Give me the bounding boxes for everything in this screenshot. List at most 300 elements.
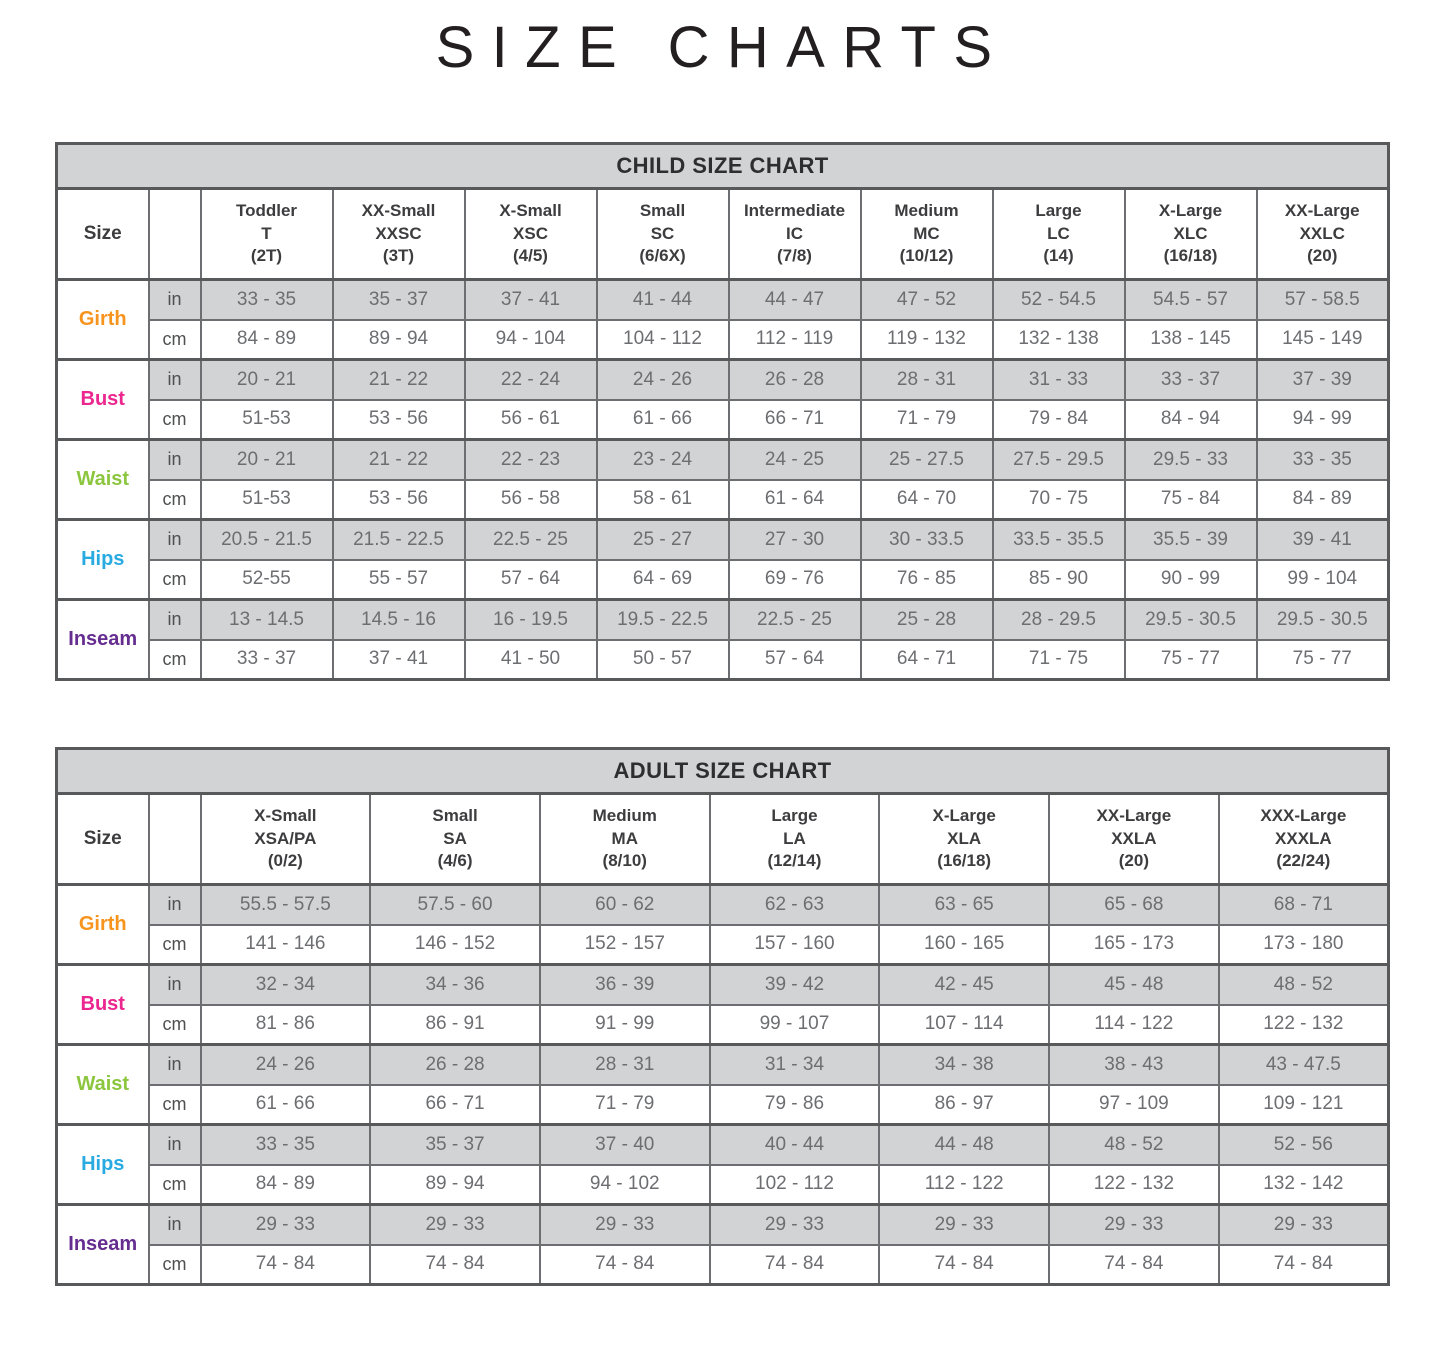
value-cell: 71 - 79	[861, 400, 993, 440]
unit-label-cm: cm	[149, 1005, 201, 1045]
column-header-cell	[710, 794, 880, 885]
value-cell: 76 - 85	[861, 560, 993, 600]
value-cell: 29 - 33	[370, 1205, 540, 1245]
size-name: Large	[1035, 200, 1082, 220]
unit-label-in: in	[149, 1125, 201, 1165]
column-header-cell	[1219, 794, 1389, 885]
row-label: Girth	[57, 885, 149, 965]
row-label: Hips	[57, 520, 149, 600]
value-cell: 43 - 47.5	[1219, 1045, 1389, 1085]
column-header-cell	[861, 189, 993, 280]
value-cell: 64 - 70	[861, 480, 993, 520]
value-cell: 112 - 122	[879, 1165, 1049, 1205]
child-size-chart	[55, 142, 1390, 681]
value-cell: 24 - 26	[201, 1045, 371, 1085]
unit-label-cm: cm	[149, 560, 201, 600]
value-cell: 29 - 33	[879, 1205, 1049, 1245]
value-cell: 33 - 35	[201, 280, 333, 320]
measurement-group	[57, 1125, 1389, 1205]
size-number: (4/5)	[513, 246, 548, 266]
inches-row	[57, 965, 1389, 1005]
column-header-cell	[333, 189, 465, 280]
column-header-cell	[1257, 189, 1389, 280]
unit-label-in: in	[149, 1205, 201, 1245]
size-name: Large	[771, 805, 818, 825]
value-cell: 61 - 66	[597, 400, 729, 440]
value-cell: 33 - 37	[201, 640, 333, 680]
table-title: CHILD SIZE CHART	[57, 144, 1389, 189]
value-cell: 37 - 39	[1257, 360, 1389, 400]
size-name: XX-Large	[1096, 805, 1172, 825]
size-number: (20)	[1307, 246, 1338, 266]
value-cell: 29.5 - 30.5	[1257, 600, 1389, 640]
column-header-cell	[729, 189, 861, 280]
value-cell: 75 - 77	[1257, 640, 1389, 680]
value-cell: 47 - 52	[861, 280, 993, 320]
value-cell: 94 - 102	[540, 1165, 710, 1205]
column-header-cell	[1125, 189, 1257, 280]
value-cell: 61 - 64	[729, 480, 861, 520]
value-cell: 74 - 84	[201, 1245, 371, 1285]
value-cell: 16 - 19.5	[465, 600, 597, 640]
value-cell: 52-55	[201, 560, 333, 600]
value-cell: 114 - 122	[1049, 1005, 1219, 1045]
size-table	[55, 142, 1390, 681]
value-cell: 66 - 71	[370, 1085, 540, 1125]
size-number: (0/2)	[267, 851, 303, 871]
value-cell: 173 - 180	[1219, 925, 1389, 965]
value-cell: 74 - 84	[1049, 1245, 1219, 1285]
value-cell: 21 - 22	[333, 440, 465, 480]
size-code: LC	[1047, 223, 1070, 243]
value-cell: 36 - 39	[540, 965, 710, 1005]
value-cell: 29 - 33	[201, 1205, 371, 1245]
value-cell: 75 - 84	[1125, 480, 1257, 520]
size-code: XSC	[513, 223, 548, 243]
inches-row	[57, 600, 1389, 640]
size-corner-label: Size	[57, 189, 149, 280]
value-cell: 28 - 31	[861, 360, 993, 400]
value-cell: 24 - 25	[729, 440, 861, 480]
value-cell: 104 - 112	[597, 320, 729, 360]
unit-label-in: in	[149, 360, 201, 400]
size-name: Medium	[894, 200, 959, 220]
value-cell: 38 - 43	[1049, 1045, 1219, 1085]
row-label: Bust	[57, 965, 149, 1045]
row-label: Girth	[57, 280, 149, 360]
adult-size-chart	[55, 747, 1390, 1286]
value-cell: 109 - 121	[1219, 1085, 1389, 1125]
size-code: MA	[611, 828, 638, 848]
inches-row	[57, 360, 1389, 400]
unit-label-cm: cm	[149, 1165, 201, 1205]
value-cell: 30 - 33.5	[861, 520, 993, 560]
unit-label-in: in	[149, 280, 201, 320]
value-cell: 42 - 45	[879, 965, 1049, 1005]
inches-row	[57, 440, 1389, 480]
size-table	[55, 747, 1390, 1286]
size-number: (22/24)	[1276, 851, 1331, 871]
unit-label-in: in	[149, 885, 201, 925]
column-header-cell	[465, 189, 597, 280]
table-title-row	[57, 749, 1389, 794]
value-cell: 28 - 29.5	[993, 600, 1125, 640]
value-cell: 65 - 68	[1049, 885, 1219, 925]
value-cell: 31 - 34	[710, 1045, 880, 1085]
value-cell: 56 - 58	[465, 480, 597, 520]
value-cell: 64 - 69	[597, 560, 729, 600]
value-cell: 81 - 86	[201, 1005, 371, 1045]
row-label: Waist	[57, 440, 149, 520]
value-cell: 22.5 - 25	[729, 600, 861, 640]
unit-header-blank	[149, 794, 201, 885]
size-name: Medium	[592, 805, 657, 825]
measurement-group	[57, 360, 1389, 440]
value-cell: 71 - 75	[993, 640, 1125, 680]
value-cell: 56 - 61	[465, 400, 597, 440]
inches-row	[57, 1045, 1389, 1085]
size-number: (10/12)	[899, 246, 954, 266]
value-cell: 138 - 145	[1125, 320, 1257, 360]
value-cell: 40 - 44	[710, 1125, 880, 1165]
size-name: X-Large	[932, 805, 996, 825]
measurement-group	[57, 600, 1389, 680]
value-cell: 27.5 - 29.5	[993, 440, 1125, 480]
column-header-cell	[597, 189, 729, 280]
value-cell: 39 - 41	[1257, 520, 1389, 560]
value-cell: 14.5 - 16	[333, 600, 465, 640]
value-cell: 86 - 91	[370, 1005, 540, 1045]
value-cell: 145 - 149	[1257, 320, 1389, 360]
size-code: SA	[443, 828, 467, 848]
row-label: Hips	[57, 1125, 149, 1205]
value-cell: 23 - 24	[597, 440, 729, 480]
unit-label-in: in	[149, 1045, 201, 1085]
size-code: MC	[913, 223, 940, 243]
size-code: SC	[650, 223, 675, 243]
size-number: (16/18)	[1163, 246, 1218, 266]
unit-label-cm: cm	[149, 640, 201, 680]
value-cell: 13 - 14.5	[201, 600, 333, 640]
value-cell: 54.5 - 57	[1125, 280, 1257, 320]
value-cell: 24 - 26	[597, 360, 729, 400]
inches-row	[57, 885, 1389, 925]
size-number: (2T)	[250, 246, 283, 266]
size-name: XX-Small	[361, 200, 436, 220]
size-code: XLA	[947, 828, 982, 848]
centimeters-row	[57, 560, 1389, 600]
value-cell: 44 - 48	[879, 1125, 1049, 1165]
value-cell: 112 - 119	[729, 320, 861, 360]
unit-label-in: in	[149, 600, 201, 640]
measurement-group	[57, 885, 1389, 965]
value-cell: 84 - 94	[1125, 400, 1257, 440]
value-cell: 53 - 56	[333, 400, 465, 440]
size-name: XX-Large	[1284, 200, 1360, 220]
value-cell: 74 - 84	[879, 1245, 1049, 1285]
value-cell: 165 - 173	[1049, 925, 1219, 965]
value-cell: 41 - 44	[597, 280, 729, 320]
value-cell: 48 - 52	[1049, 1125, 1219, 1165]
size-code: XXLA	[1111, 828, 1157, 848]
value-cell: 39 - 42	[710, 965, 880, 1005]
value-cell: 27 - 30	[729, 520, 861, 560]
size-code: XSA/PA	[254, 828, 317, 848]
centimeters-row	[57, 925, 1389, 965]
measurement-group	[57, 440, 1389, 520]
value-cell: 33 - 37	[1125, 360, 1257, 400]
value-cell: 21 - 22	[333, 360, 465, 400]
value-cell: 119 - 132	[861, 320, 993, 360]
value-cell: 53 - 56	[333, 480, 465, 520]
value-cell: 25 - 28	[861, 600, 993, 640]
value-cell: 94 - 99	[1257, 400, 1389, 440]
value-cell: 146 - 152	[370, 925, 540, 965]
value-cell: 84 - 89	[201, 1165, 371, 1205]
value-cell: 21.5 - 22.5	[333, 520, 465, 560]
row-label: Inseam	[57, 1205, 149, 1285]
value-cell: 141 - 146	[201, 925, 371, 965]
value-cell: 57 - 64	[729, 640, 861, 680]
value-cell: 97 - 109	[1049, 1085, 1219, 1125]
value-cell: 99 - 107	[710, 1005, 880, 1045]
table-head	[57, 144, 1389, 280]
centimeters-row	[57, 480, 1389, 520]
value-cell: 64 - 71	[861, 640, 993, 680]
value-cell: 51-53	[201, 400, 333, 440]
value-cell: 33 - 35	[201, 1125, 371, 1165]
value-cell: 52 - 54.5	[993, 280, 1125, 320]
centimeters-row	[57, 1245, 1389, 1285]
value-cell: 89 - 94	[333, 320, 465, 360]
unit-label-cm: cm	[149, 320, 201, 360]
value-cell: 35.5 - 39	[1125, 520, 1257, 560]
value-cell: 34 - 38	[879, 1045, 1049, 1085]
centimeters-row	[57, 320, 1389, 360]
value-cell: 33.5 - 35.5	[993, 520, 1125, 560]
value-cell: 62 - 63	[710, 885, 880, 925]
value-cell: 31 - 33	[993, 360, 1125, 400]
column-header-row	[57, 794, 1389, 885]
value-cell: 68 - 71	[1219, 885, 1389, 925]
value-cell: 28 - 31	[540, 1045, 710, 1085]
value-cell: 152 - 157	[540, 925, 710, 965]
value-cell: 70 - 75	[993, 480, 1125, 520]
value-cell: 50 - 57	[597, 640, 729, 680]
size-name: X-Small	[499, 200, 562, 220]
unit-header-blank	[149, 189, 201, 280]
value-cell: 132 - 138	[993, 320, 1125, 360]
value-cell: 55 - 57	[333, 560, 465, 600]
column-header-row	[57, 189, 1389, 280]
unit-label-in: in	[149, 965, 201, 1005]
size-name: Intermediate	[743, 200, 846, 220]
value-cell: 79 - 84	[993, 400, 1125, 440]
centimeters-row	[57, 1165, 1389, 1205]
table-title-row	[57, 144, 1389, 189]
value-cell: 35 - 37	[333, 280, 465, 320]
value-cell: 41 - 50	[465, 640, 597, 680]
column-header-cell	[201, 189, 333, 280]
unit-label-cm: cm	[149, 1085, 201, 1125]
value-cell: 57 - 64	[465, 560, 597, 600]
value-cell: 52 - 56	[1219, 1125, 1389, 1165]
size-number: (16/18)	[937, 851, 992, 871]
value-cell: 63 - 65	[879, 885, 1049, 925]
value-cell: 74 - 84	[1219, 1245, 1389, 1285]
value-cell: 102 - 112	[710, 1165, 880, 1205]
value-cell: 84 - 89	[1257, 480, 1389, 520]
value-cell: 89 - 94	[370, 1165, 540, 1205]
value-cell: 29 - 33	[710, 1205, 880, 1245]
size-code: T	[261, 223, 272, 243]
size-code: XXSC	[375, 223, 422, 243]
value-cell: 45 - 48	[1049, 965, 1219, 1005]
value-cell: 74 - 84	[540, 1245, 710, 1285]
size-code: XXLC	[1299, 223, 1345, 243]
measurement-group	[57, 1205, 1389, 1285]
value-cell: 26 - 28	[729, 360, 861, 400]
size-corner-label: Size	[57, 794, 149, 885]
value-cell: 122 - 132	[1049, 1165, 1219, 1205]
value-cell: 86 - 97	[879, 1085, 1049, 1125]
inches-row	[57, 280, 1389, 320]
inches-row	[57, 1125, 1389, 1165]
size-code: XXXLA	[1275, 828, 1332, 848]
value-cell: 74 - 84	[370, 1245, 540, 1285]
unit-label-cm: cm	[149, 1245, 201, 1285]
unit-label-in: in	[149, 520, 201, 560]
value-cell: 84 - 89	[201, 320, 333, 360]
value-cell: 85 - 90	[993, 560, 1125, 600]
value-cell: 32 - 34	[201, 965, 371, 1005]
value-cell: 29.5 - 33	[1125, 440, 1257, 480]
value-cell: 99 - 104	[1257, 560, 1389, 600]
value-cell: 48 - 52	[1219, 965, 1389, 1005]
value-cell: 57 - 58.5	[1257, 280, 1389, 320]
value-cell: 29 - 33	[1219, 1205, 1389, 1245]
value-cell: 25 - 27.5	[861, 440, 993, 480]
measurement-group	[57, 280, 1389, 360]
size-name: X-Large	[1158, 200, 1223, 220]
value-cell: 20.5 - 21.5	[201, 520, 333, 560]
value-cell: 35 - 37	[370, 1125, 540, 1165]
column-header-cell	[540, 794, 710, 885]
size-number: (20)	[1118, 851, 1149, 871]
column-header-cell	[370, 794, 540, 885]
value-cell: 55.5 - 57.5	[201, 885, 371, 925]
value-cell: 51-53	[201, 480, 333, 520]
size-name: XXX-Large	[1260, 805, 1347, 825]
size-name: Small	[432, 805, 478, 825]
value-cell: 75 - 77	[1125, 640, 1257, 680]
inches-row	[57, 1205, 1389, 1245]
value-cell: 20 - 21	[201, 440, 333, 480]
column-header-cell	[1049, 794, 1219, 885]
value-cell: 160 - 165	[879, 925, 1049, 965]
centimeters-row	[57, 1085, 1389, 1125]
value-cell: 107 - 114	[879, 1005, 1049, 1045]
value-cell: 44 - 47	[729, 280, 861, 320]
row-label: Bust	[57, 360, 149, 440]
inches-row	[57, 520, 1389, 560]
value-cell: 79 - 86	[710, 1085, 880, 1125]
unit-label-cm: cm	[149, 400, 201, 440]
value-cell: 22 - 24	[465, 360, 597, 400]
size-name: X-Small	[254, 805, 317, 825]
value-cell: 157 - 160	[710, 925, 880, 965]
value-cell: 91 - 99	[540, 1005, 710, 1045]
value-cell: 33 - 35	[1257, 440, 1389, 480]
page-title: SIZE CHARTS	[435, 15, 1010, 80]
value-cell: 37 - 41	[333, 640, 465, 680]
size-code: XLC	[1173, 223, 1208, 243]
measurement-group	[57, 1045, 1389, 1125]
value-cell: 66 - 71	[729, 400, 861, 440]
value-cell: 61 - 66	[201, 1085, 371, 1125]
value-cell: 37 - 40	[540, 1125, 710, 1165]
column-header-cell	[993, 189, 1125, 280]
value-cell: 34 - 36	[370, 965, 540, 1005]
row-label: Waist	[57, 1045, 149, 1125]
size-number: (3T)	[382, 246, 415, 266]
value-cell: 132 - 142	[1219, 1165, 1389, 1205]
unit-label-in: in	[149, 440, 201, 480]
unit-label-cm: cm	[149, 925, 201, 965]
column-header-cell	[879, 794, 1049, 885]
value-cell: 74 - 84	[710, 1245, 880, 1285]
value-cell: 71 - 79	[540, 1085, 710, 1125]
size-number: (8/10)	[602, 851, 647, 871]
centimeters-row	[57, 640, 1389, 680]
size-number: (7/8)	[777, 246, 812, 266]
centimeters-row	[57, 1005, 1389, 1045]
value-cell: 58 - 61	[597, 480, 729, 520]
value-cell: 90 - 99	[1125, 560, 1257, 600]
value-cell: 22 - 23	[465, 440, 597, 480]
size-number: (14)	[1043, 246, 1074, 266]
value-cell: 19.5 - 22.5	[597, 600, 729, 640]
size-number: (4/6)	[437, 851, 473, 871]
value-cell: 37 - 41	[465, 280, 597, 320]
measurement-group	[57, 965, 1389, 1045]
size-number: (6/6X)	[639, 246, 686, 266]
value-cell: 29 - 33	[540, 1205, 710, 1245]
measurement-group	[57, 520, 1389, 600]
size-number: (12/14)	[767, 851, 822, 871]
value-cell: 69 - 76	[729, 560, 861, 600]
size-name: Small	[639, 200, 686, 220]
row-label: Inseam	[57, 600, 149, 680]
value-cell: 26 - 28	[370, 1045, 540, 1085]
value-cell: 60 - 62	[540, 885, 710, 925]
table-head	[57, 749, 1389, 885]
size-code: IC	[786, 223, 803, 243]
value-cell: 94 - 104	[465, 320, 597, 360]
centimeters-row	[57, 400, 1389, 440]
value-cell: 57.5 - 60	[370, 885, 540, 925]
value-cell: 29.5 - 30.5	[1125, 600, 1257, 640]
value-cell: 29 - 33	[1049, 1205, 1219, 1245]
size-code: LA	[783, 828, 806, 848]
size-name: Toddler	[235, 200, 298, 220]
value-cell: 25 - 27	[597, 520, 729, 560]
value-cell: 20 - 21	[201, 360, 333, 400]
value-cell: 22.5 - 25	[465, 520, 597, 560]
unit-label-cm: cm	[149, 480, 201, 520]
column-header-cell	[201, 794, 371, 885]
table-title: ADULT SIZE CHART	[57, 749, 1389, 794]
